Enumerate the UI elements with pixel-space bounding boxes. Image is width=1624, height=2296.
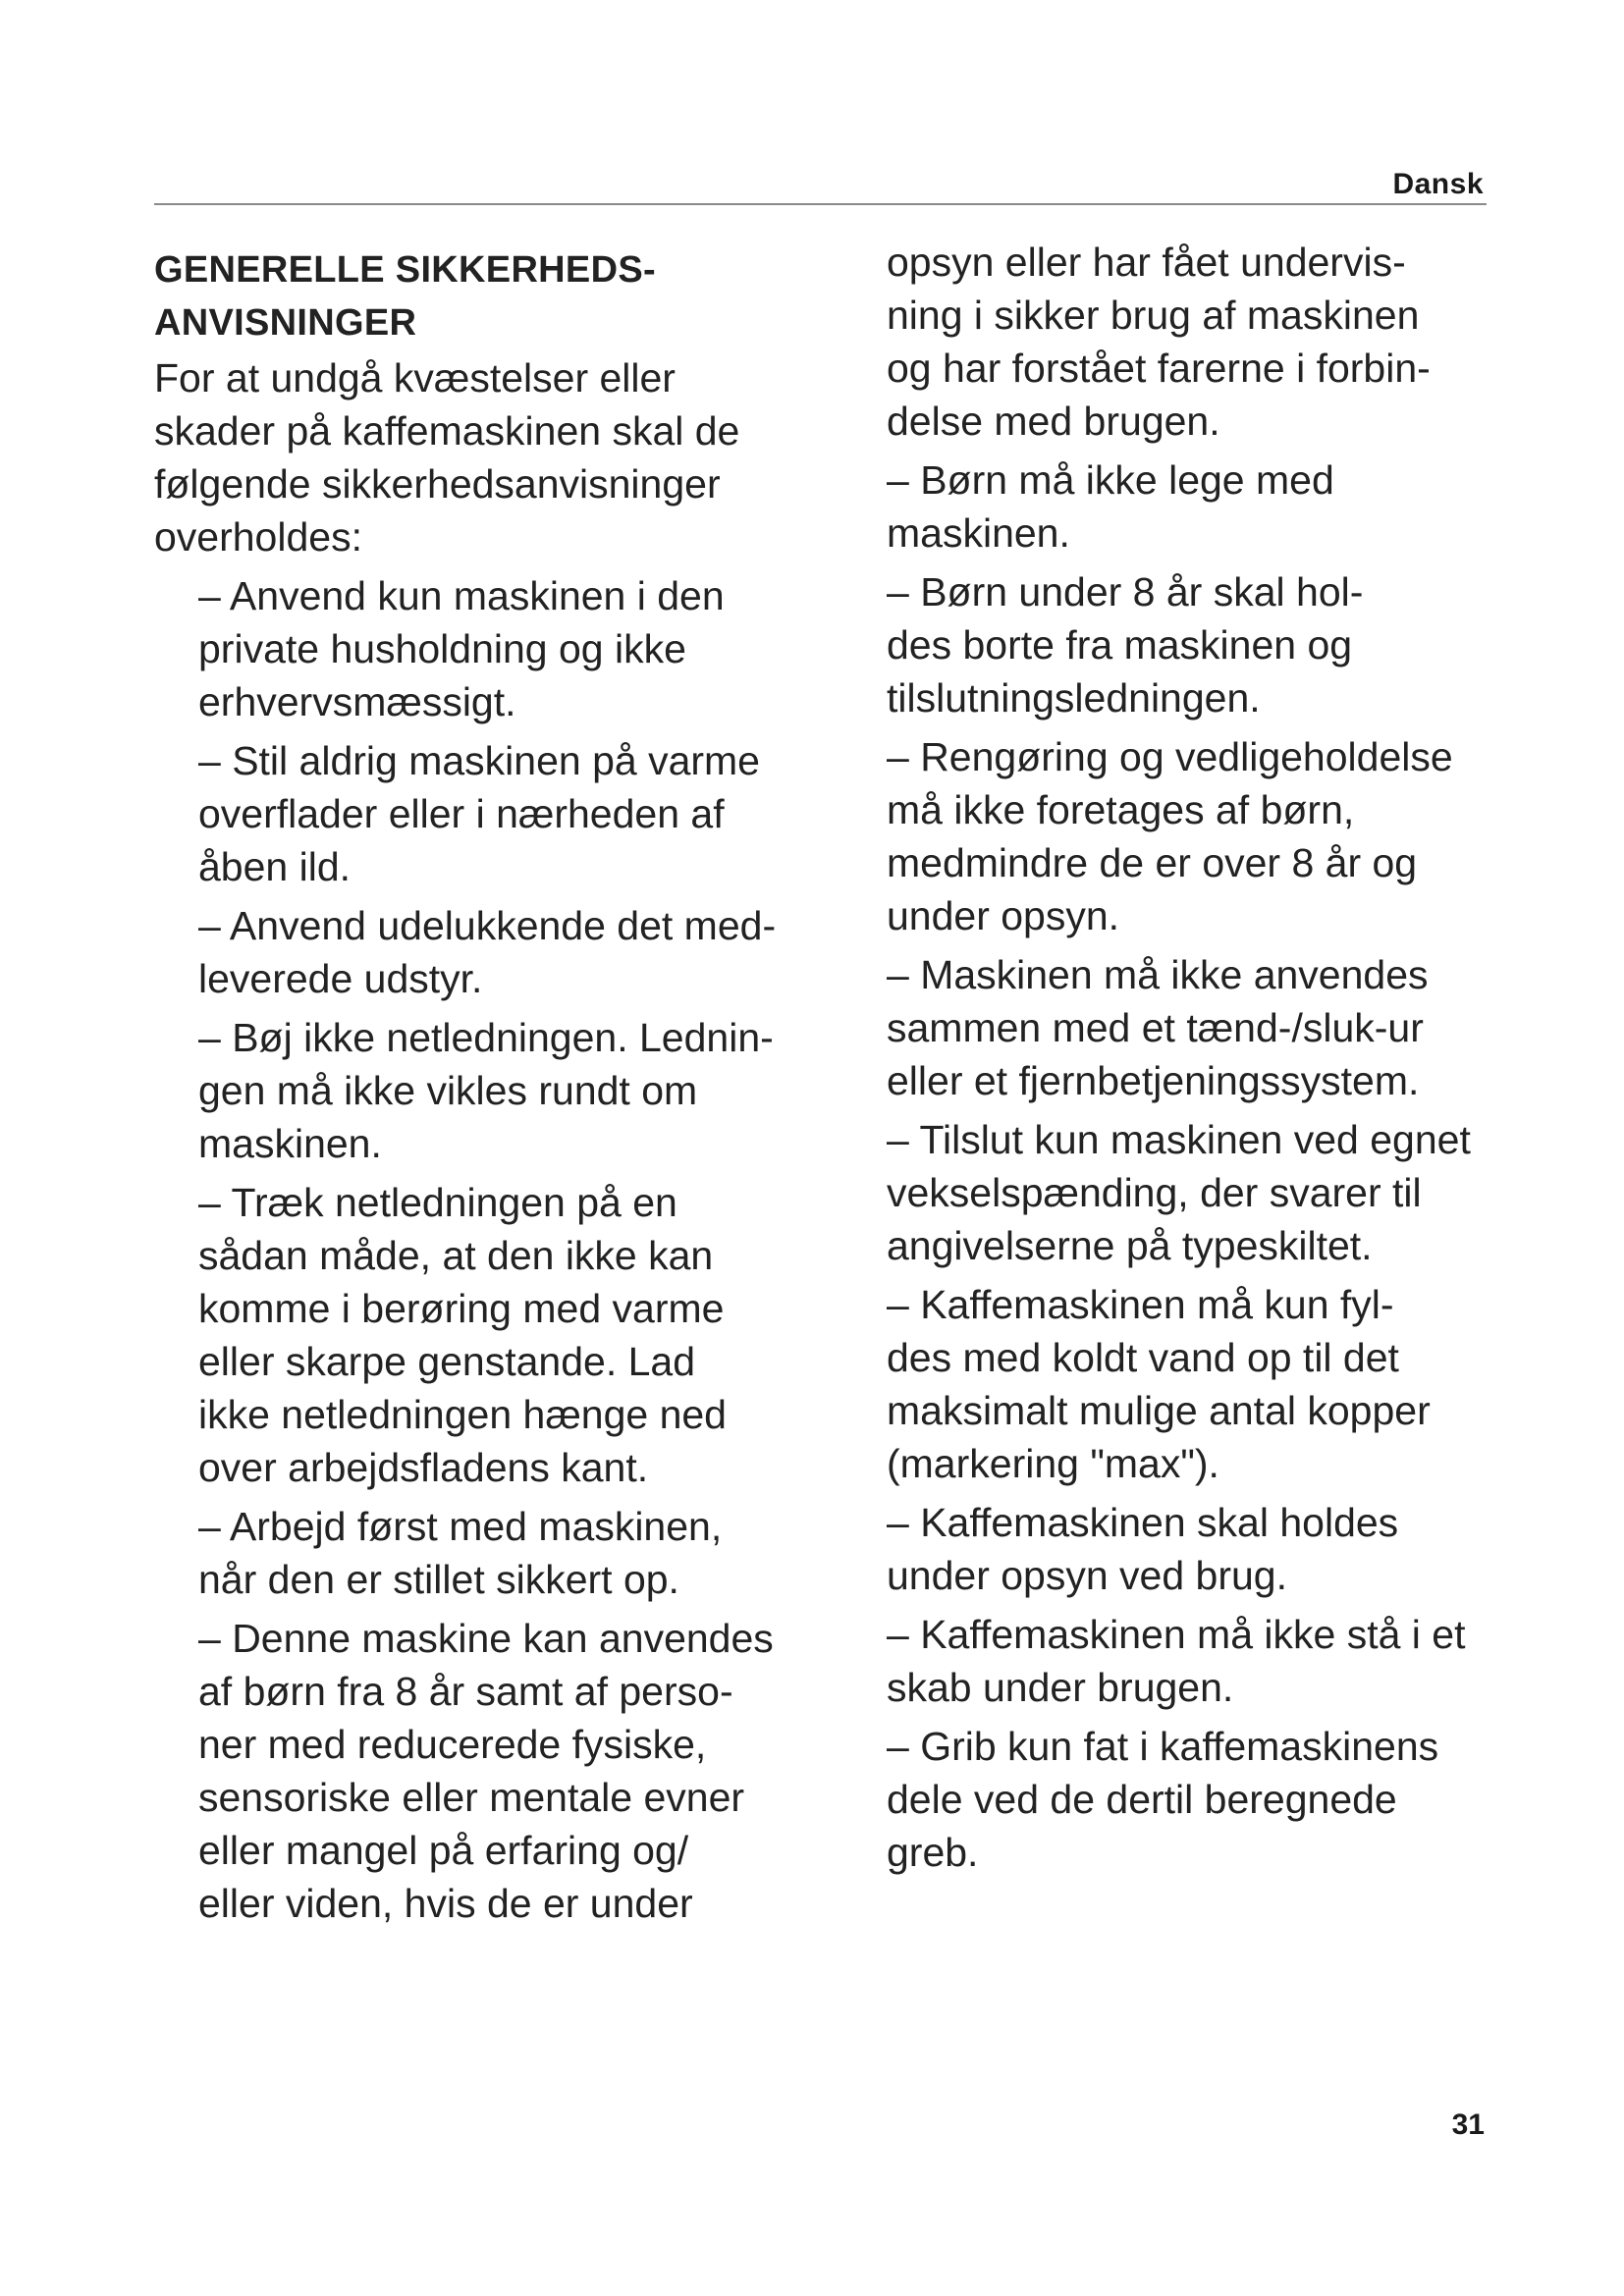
instruction-line: eller skarpe genstande. Lad — [198, 1339, 696, 1384]
instruction-line: (markering "max"). — [887, 1441, 1219, 1486]
safety-instruction — [887, 454, 1535, 560]
instruction-line: delse med brugen. — [887, 399, 1220, 444]
instruction-line: – Anvend kun maskinen i den — [198, 573, 725, 618]
instruction-line: medmindre de er over 8 år og — [887, 840, 1418, 885]
instruction-line: må ikke foretages af børn, — [887, 787, 1355, 832]
page-number: 31 — [1451, 2109, 1485, 2141]
instruction-line: – Træk netledningen på en — [198, 1180, 677, 1225]
instruction-line: – Grib kun fat i kaffemaskinens — [887, 1724, 1439, 1769]
safety-instruction — [154, 899, 841, 1005]
instruction-line: ning i sikker brug af maskinen — [887, 293, 1420, 338]
instruction-line: åben ild. — [198, 844, 352, 889]
instruction-line: greb. — [887, 1830, 979, 1875]
instruction-line: eller mangel på erfaring og/ — [198, 1828, 689, 1873]
instruction-line: når den er stillet sikkert op. — [198, 1557, 679, 1602]
instruction-line: eller viden, hvis de er under — [198, 1881, 693, 1926]
intro-line: skader på kaffemaskinen skal de — [154, 408, 740, 454]
instruction-line: tilslutningsledningen. — [887, 675, 1261, 721]
safety-instruction — [154, 569, 841, 728]
section-heading — [154, 243, 841, 349]
safety-instruction — [887, 1278, 1535, 1490]
safety-instruction — [887, 236, 1535, 448]
instruction-line: sensoriske eller mentale evner — [198, 1775, 745, 1820]
instruction-line: des med koldt vand op til det — [887, 1335, 1399, 1380]
instruction-line: maskinen. — [887, 510, 1070, 556]
instruction-line: – Kaffemaskinen må kun fyl- — [887, 1282, 1394, 1327]
instruction-line: angivelserne på typeskiltet. — [887, 1223, 1373, 1268]
instruction-line: gen må ikke vikles rundt om — [198, 1068, 698, 1113]
right-column — [887, 236, 1535, 1885]
instruction-line: overflader eller i nærheden af — [198, 791, 725, 836]
intro-line: følgende sikkerhedsanvisninger — [154, 461, 721, 507]
instruction-line: eller et fjernbetjeningssystem. — [887, 1058, 1420, 1103]
safety-instruction — [154, 1176, 841, 1494]
instruction-line: – Rengøring og vedligeholdelse — [887, 734, 1453, 779]
instruction-line: vekselspænding, der svarer til — [887, 1170, 1422, 1215]
left-column — [154, 236, 841, 1936]
safety-instruction — [887, 565, 1535, 724]
safety-instruction — [887, 730, 1535, 942]
heading-line: ANVISNINGER — [154, 302, 417, 344]
instruction-line: opsyn eller har fået undervis- — [887, 240, 1406, 285]
header-divider — [154, 203, 1487, 205]
instruction-line: – Tilslut kun maskinen ved egnet — [887, 1117, 1471, 1162]
instruction-line: under opsyn ved brug. — [887, 1553, 1287, 1598]
right-safety-list — [887, 236, 1535, 1879]
instruction-line: og har forstået farerne i forbin- — [887, 346, 1431, 391]
instruction-line: komme i berøring med varme — [198, 1286, 725, 1331]
safety-instruction — [887, 948, 1535, 1107]
instruction-line: – Kaffemaskinen må ikke stå i et — [887, 1612, 1466, 1657]
safety-instruction — [154, 1011, 841, 1170]
instruction-line: – Anvend udelukkende det med- — [198, 903, 777, 948]
instruction-line: af børn fra 8 år samt af perso- — [198, 1669, 733, 1714]
instruction-line: – Stil aldrig maskinen på varme — [198, 738, 760, 783]
safety-instruction — [154, 1612, 841, 1930]
instruction-line: – Børn under 8 år skal hol- — [887, 569, 1364, 614]
instruction-line: – Arbejd først med maskinen, — [198, 1504, 723, 1549]
safety-instruction — [154, 734, 841, 893]
instruction-line: ner med reducerede fysiske, — [198, 1722, 707, 1767]
instruction-line: leverede udstyr. — [198, 956, 483, 1001]
page-header-language: Dansk — [1392, 168, 1484, 200]
instruction-line: – Bøj ikke netledningen. Lednin- — [198, 1015, 774, 1060]
instruction-line: – Maskinen må ikke anvendes — [887, 952, 1429, 997]
instruction-line: – Børn må ikke lege med — [887, 457, 1334, 503]
instruction-line: maskinen. — [198, 1121, 382, 1166]
instruction-line: skab under brugen. — [887, 1665, 1234, 1710]
instruction-line: ikke netledningen hænge ned — [198, 1392, 727, 1437]
intro-line: overholdes: — [154, 514, 362, 560]
safety-instruction — [887, 1496, 1535, 1602]
instruction-line: dele ved de dertil beregnede — [887, 1777, 1397, 1822]
left-safety-list — [154, 569, 841, 1930]
instruction-line: des borte fra maskinen og — [887, 622, 1353, 667]
safety-instruction — [887, 1720, 1535, 1879]
instruction-line: sådan måde, at den ikke kan — [198, 1233, 714, 1278]
instruction-line: – Kaffemaskinen skal holdes — [887, 1500, 1399, 1545]
instruction-line: under opsyn. — [887, 893, 1120, 938]
heading-line: GENERELLE SIKKERHEDS- — [154, 249, 656, 291]
instruction-line: erhvervsmæssigt. — [198, 679, 516, 724]
instruction-line: maksimalt mulige antal kopper — [887, 1388, 1431, 1433]
safety-instruction — [887, 1113, 1535, 1272]
intro-paragraph — [154, 351, 841, 563]
intro-line: For at undgå kvæstelser eller — [154, 355, 676, 400]
instruction-line: over arbejdsfladens kant. — [198, 1445, 649, 1490]
instruction-line: private husholdning og ikke — [198, 626, 686, 671]
safety-instruction — [887, 1608, 1535, 1714]
instruction-line: – Denne maskine kan anvendes — [198, 1616, 774, 1661]
safety-instruction — [154, 1500, 841, 1606]
instruction-line: sammen med et tænd-/sluk-ur — [887, 1005, 1424, 1050]
